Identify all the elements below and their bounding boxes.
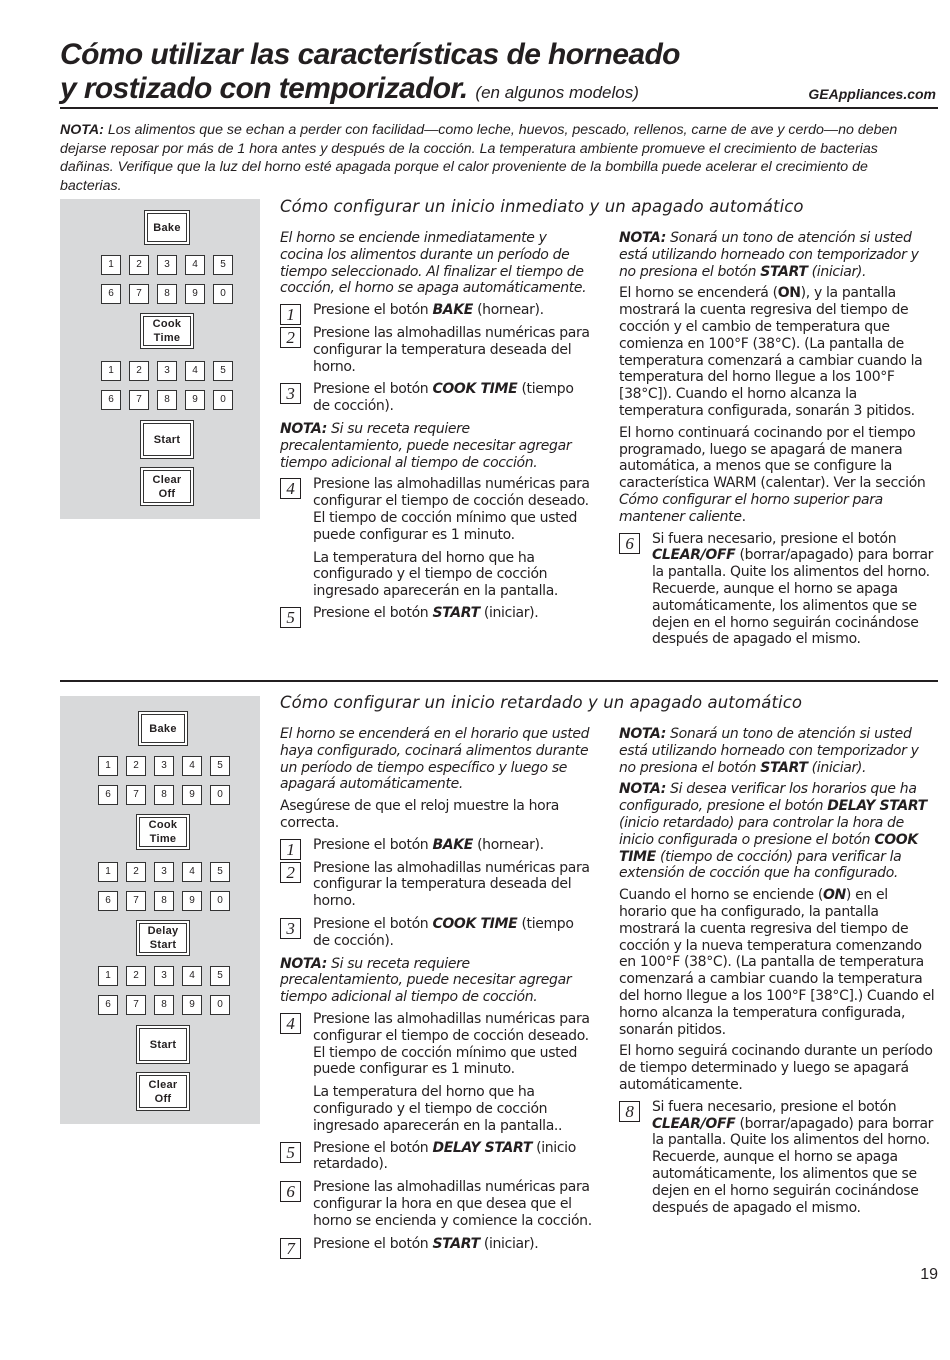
section1-left-column (280, 230, 592, 628)
step-bold: COOK TIME (432, 381, 518, 398)
step-number: 6 (619, 533, 640, 554)
step-bold: START (432, 1235, 480, 1252)
key-9: 9 (182, 785, 202, 805)
step-text-end: (tiempo de cocción). (313, 915, 574, 949)
step-bold: CLEAR/OFF (652, 1115, 736, 1132)
key-9: 9 (185, 284, 205, 304)
key-1: 1 (98, 862, 118, 882)
cook-time-button (136, 814, 190, 850)
step-number: 5 (280, 607, 301, 628)
key-2: 2 (126, 756, 146, 776)
step-6 (280, 1179, 592, 1229)
key-9: 9 (182, 995, 202, 1015)
note-label: NOTA: (619, 781, 667, 798)
step-text: Si fuera necesario, presione el botón (652, 530, 897, 547)
step-text: Presione el botón (313, 1139, 433, 1156)
key-8: 8 (154, 785, 174, 805)
note-text: Sonará un tono de atención si usted está utilizando horneado con temporizador y no presiona el botón (619, 726, 919, 776)
step-text: Si fuera necesario, presione el botón (652, 1098, 897, 1115)
key-2: 2 (129, 361, 149, 381)
step-bold: START (432, 604, 480, 621)
cook-time-label-2: Time (149, 833, 177, 845)
note-text: Si su receta requiere precalentamiento, puede necesitar agregar tiempo adicional al tiempo de cocción. (280, 420, 572, 471)
note-text: Si desea verificar los horarios que ha configurado, presione el botón (619, 781, 917, 815)
off-label: Off (158, 487, 176, 500)
section2-clock-note: Asegúrese de que el reloj muestre la hora correcta. (280, 798, 560, 831)
para-text-end: . (741, 508, 746, 525)
page-title-line1: Cómo utilizar las características de horneado (60, 38, 680, 71)
note-label: NOTA: (280, 420, 328, 437)
cook-time-label-1: Cook (148, 819, 178, 831)
step-2 (280, 325, 592, 375)
header-divider (60, 107, 938, 109)
para-text-end: ) en el horario que ha configurado, la pantalla mostrará la cuenta regresiva del tiempo de cocción y la nueva temperatura comenzando en 100°F (38°C). (La pantalla de temperatura comenzará a cambiar cuando la temperatura del horno llegue a los 100°F [38°C].) Cuando el horno alcanza la temperatura configurada, sonarán pitidos. (619, 887, 935, 1038)
section1-para2 (619, 425, 937, 526)
step-number: 6 (280, 1181, 301, 1202)
step-bold: BAKE (432, 836, 473, 853)
page-title-line2 (60, 72, 639, 106)
step-number: 3 (280, 383, 301, 404)
bake-button: Bake (138, 711, 188, 746)
key-7: 7 (129, 390, 149, 410)
step-text-end: (iniciar). (479, 604, 539, 621)
key-0: 0 (210, 891, 230, 911)
key-5: 5 (210, 756, 230, 776)
step-text-end: (inicio retardado). (313, 1139, 576, 1173)
section1-precook-note (280, 421, 592, 471)
key-0: 0 (210, 785, 230, 805)
key-1: 1 (98, 966, 118, 986)
step-text: Presione las almohadillas numéricas para configurar la temperatura deseada del horno. (313, 859, 590, 910)
key-2: 2 (126, 966, 146, 986)
step-1 (280, 836, 592, 859)
para-italic: Cómo configurar el horno superior para mantener caliente (619, 491, 883, 525)
step-text: Presione el botón (313, 604, 433, 621)
section1-right-note (619, 230, 937, 280)
key-0: 0 (210, 995, 230, 1015)
step-7 (280, 1235, 592, 1258)
note-text-end: (iniciar). (807, 759, 867, 776)
section2-heading: Cómo configurar un inicio retardado y un apagado automático (280, 693, 803, 712)
website-url: GEAppliances.com (808, 86, 936, 102)
key-5: 5 (213, 361, 233, 381)
step-4-extra: La temperatura del horno que ha configurado y el tiempo de cocción ingresado aparecerán en la pantalla. (313, 549, 559, 600)
key-3: 3 (154, 966, 174, 986)
step-number: 3 (280, 918, 301, 939)
key-5: 5 (213, 255, 233, 275)
key-8: 8 (157, 390, 177, 410)
key-3: 3 (157, 255, 177, 275)
key-5: 5 (210, 862, 230, 882)
key-2: 2 (126, 862, 146, 882)
note-text-end: (tiempo de cocción) para verificar la extensión de cocción que ha configurado. (619, 848, 902, 882)
start-button: Start (140, 420, 194, 459)
key-7: 7 (129, 284, 149, 304)
note-bold: START (760, 263, 808, 280)
key-7: 7 (126, 995, 146, 1015)
cook-time-label-1: Cook (152, 318, 182, 330)
page-number: 19 (920, 1266, 938, 1283)
step-number: 2 (280, 862, 301, 883)
control-panel-illustration-1 (60, 199, 260, 519)
note-label: NOTA: (619, 230, 667, 246)
step-text-end: (hornear). (472, 836, 544, 853)
key-3: 3 (154, 862, 174, 882)
step-8 (619, 1099, 937, 1217)
control-panel-illustration-2 (60, 696, 260, 1124)
key-7: 7 (126, 891, 146, 911)
key-0: 0 (213, 390, 233, 410)
key-2: 2 (129, 255, 149, 275)
step-bold: COOK TIME (432, 915, 518, 932)
clear-label: Clear (148, 1078, 178, 1091)
note-text-end: (iniciar). (807, 263, 867, 280)
step-text-end: (borrar/apagado) para borrar la pantalla. Quite los alimentos del horno. Recuerde, aunque el horno se apaga automáticamente, los alimentos que se dejen en el horno seguirán cocinándose después de apagado el mismo. (652, 547, 934, 648)
intro-note (60, 121, 930, 195)
key-1: 1 (101, 255, 121, 275)
step-bold: BAKE (432, 302, 473, 319)
key-6: 6 (98, 995, 118, 1015)
step-6 (619, 531, 937, 649)
step-4-extra: La temperatura del horno que ha configurado y el tiempo de cocción ingresado aparecerán en la pantalla.. (313, 1084, 563, 1134)
step-text: Presione las almohadillas numéricas para configurar la hora en que desea que el horno se encienda y comience la cocción. (313, 1179, 592, 1229)
intro-note-label: NOTA: (60, 122, 104, 138)
section2-right-column (619, 726, 937, 1222)
key-4: 4 (182, 862, 202, 882)
step-text: Presione el botón (313, 1235, 433, 1252)
step-number: 1 (280, 839, 301, 860)
key-1: 1 (98, 756, 118, 776)
step-number: 4 (280, 478, 301, 499)
section1-right-column (619, 230, 937, 654)
section2-para2: El horno seguirá cocinando durante un período de tiempo determinado y luego se apagará automáticamente. (619, 1043, 933, 1093)
page-title-text: y rostizado con temporizador. (60, 72, 468, 105)
key-4: 4 (182, 966, 202, 986)
key-8: 8 (154, 891, 174, 911)
start-button: Start (136, 1025, 190, 1064)
key-3: 3 (157, 361, 177, 381)
section1-intro: El horno se enciende inmediatamente y cocina los alimentos durante un período de tiempo seleccionado. Al finalizar el tiempo de cocción, el horno se apaga automáticamente. (280, 230, 587, 297)
step-text: Presione el botón (313, 836, 433, 853)
step-number: 1 (280, 304, 301, 325)
para-bold: ON (777, 285, 801, 302)
para-text: Cuando el horno se enciende ( (619, 887, 823, 904)
note-label: NOTA: (619, 726, 667, 742)
key-8: 8 (157, 284, 177, 304)
clear-off-button (140, 467, 194, 506)
step-text: Presione el botón (313, 381, 433, 398)
key-4: 4 (185, 255, 205, 275)
section2-intro: El horno se encenderá en el horario que usted haya configurado, cocinará alimentos durante un período de tiempo específico y luego se apagará automáticamente. (280, 726, 590, 793)
key-5: 5 (210, 966, 230, 986)
step-text: Presione las almohadillas numéricas para configurar el tiempo de cocción deseado. El tiempo de cocción mínimo que usted puede configurar es 1 minuto. (313, 476, 590, 543)
step-number: 4 (280, 1013, 301, 1034)
para-text-end: ), y la pantalla mostrará la cuenta regresiva del tiempo de cocción y el cambio de temperatura que comienza en 100°F (38°C). (La pantalla de temperatura comenzará a cambiar cuando la temperatura del horno llegue a los 100°F [38°C]). Cuando el horno alcanza la temperatura configurada, sonarán 3 pitidos. (619, 285, 923, 419)
step-number: 8 (619, 1101, 640, 1122)
step-4 (280, 476, 592, 543)
step-text-end: (tiempo de cocción). (313, 381, 574, 415)
key-3: 3 (154, 756, 174, 776)
section2-right-note2 (619, 781, 937, 882)
delay-start-button (136, 920, 190, 956)
intro-note-text: Los alimentos que se echan a perder con facilidad—como leche, huevos, pescado, rellenos, carne de ave y cerdo—no deben dejarse reposar por más de 1 hora antes y después de la cocción. La temperatura ambiente promueve el crecimiento de bacterias dañinas. Verifique que la luz del horno esté apagada porque el calor proveniente de la bombilla puede acelerar el crecimiento de bacterias. (60, 122, 898, 194)
step-5 (280, 604, 592, 627)
step-text: Presione el botón (313, 915, 433, 932)
key-6: 6 (101, 390, 121, 410)
section2-para1 (619, 887, 937, 1038)
key-7: 7 (126, 785, 146, 805)
step-number: 2 (280, 327, 301, 348)
section1-para1 (619, 285, 937, 419)
step-text-end: (hornear). (472, 302, 544, 319)
note-label: NOTA: (280, 955, 328, 972)
step-text: Presione las almohadillas numéricas para configurar la temperatura deseada del horno. (313, 324, 590, 375)
delay-label: Delay (147, 925, 179, 937)
step-4 (280, 1011, 592, 1078)
section1-heading: Cómo configurar un inicio inmediato y un apagado automático (280, 197, 804, 216)
key-8: 8 (154, 995, 174, 1015)
step-text: Presione las almohadillas numéricas para configurar el tiempo de cocción deseado. El tiempo de cocción mínimo que usted puede configurar es 1 minuto. (313, 1010, 590, 1078)
bake-button: Bake (144, 210, 190, 245)
step-text-end: (iniciar). (479, 1235, 539, 1252)
key-0: 0 (213, 284, 233, 304)
delay-start-label: Start (149, 939, 177, 951)
step-2 (280, 860, 592, 910)
key-4: 4 (182, 756, 202, 776)
clear-label: Clear (152, 473, 182, 486)
para-text: El horno se encenderá ( (619, 285, 778, 302)
note-bold: START (760, 759, 808, 776)
step-3 (280, 381, 592, 415)
key-1: 1 (101, 361, 121, 381)
section2-left-column (280, 726, 592, 1258)
cook-time-label-2: Time (153, 332, 181, 344)
clear-off-button (136, 1072, 190, 1111)
section2-precook-note (280, 956, 592, 1006)
key-9: 9 (182, 891, 202, 911)
note-bold: DELAY START (827, 798, 927, 815)
note-text-mid: (inicio retardado) para controlar la hora de inicio configurada o presione el botón (619, 814, 904, 848)
models-note: (en algunos modelos) (475, 83, 639, 102)
key-4: 4 (185, 361, 205, 381)
step-number: 5 (280, 1142, 301, 1163)
step-3 (280, 916, 592, 950)
para-bold: ON (822, 887, 846, 904)
step-text-end: (borrar/apagado) para borrar la pantalla. Quite los alimentos del horno. Recuerde, aunque el horno se apaga automáticamente, los alimentos que se dejen en el horno seguirán cocinándose después de apagado el mismo. (652, 1115, 934, 1216)
off-label: Off (154, 1092, 172, 1105)
section-divider (60, 680, 938, 682)
step-bold: CLEAR/OFF (652, 547, 736, 564)
key-6: 6 (98, 785, 118, 805)
para-text: El horno continuará cocinando por el tiempo programado, luego se apagará de manera automática, a menos que se configure la característica WARM (calentar). Ver la sección (619, 424, 926, 492)
note-bold: COOK TIME (619, 831, 918, 865)
note-text: Si su receta requiere precalentamiento, puede necesitar agregar tiempo adicional al tiempo de cocción. (280, 955, 572, 1006)
key-6: 6 (101, 284, 121, 304)
key-6: 6 (98, 891, 118, 911)
step-1 (280, 302, 592, 325)
cook-time-button (140, 313, 194, 349)
note-text: Sonará un tono de atención si usted está utilizando horneado con temporizador y no presiona el botón (619, 230, 919, 280)
step-5 (280, 1140, 592, 1174)
step-number: 7 (280, 1238, 301, 1259)
section2-right-note1 (619, 726, 937, 776)
key-9: 9 (185, 390, 205, 410)
step-text: Presione el botón (313, 302, 433, 319)
step-bold: DELAY START (432, 1139, 533, 1156)
